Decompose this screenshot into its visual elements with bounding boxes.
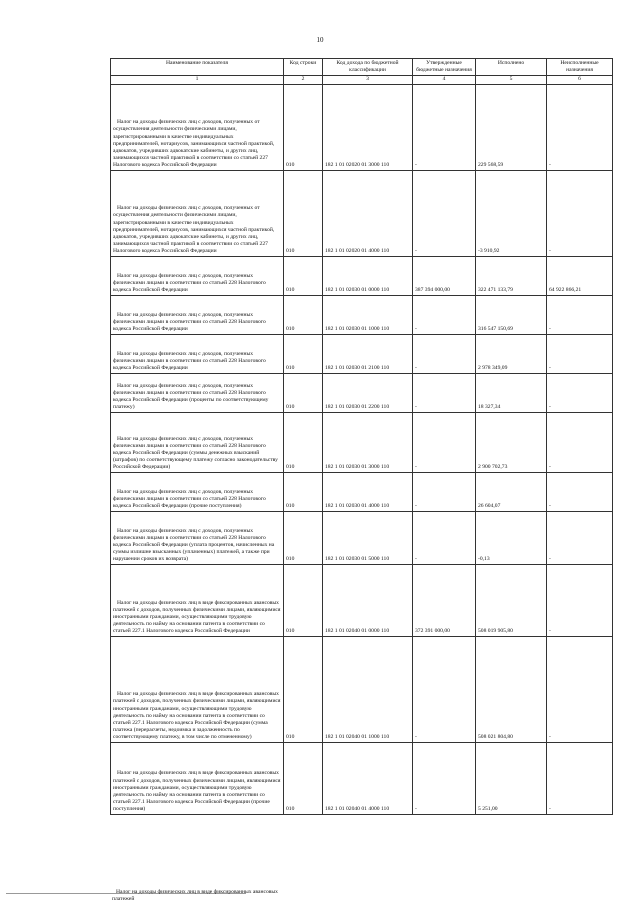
indicator-name-cell (111, 295, 284, 334)
approved-cell: - (413, 373, 476, 412)
table-header-row (111, 59, 613, 76)
executed-cell: -3 910,92 (476, 170, 547, 256)
budget-code-cell: 182 1 01 02030 01 2100 110 (323, 334, 413, 373)
indicator-name-text: Налог на доходы физических лиц в виде фиксированных авансовых платежей с доходов, полученных физическими лицами, являющимися иностранными гражданами, осуществляющими трудовую деятельность по найму на основании патента в соответствии со статьей 227.1 Налогового кодекса Российской Федерации (сумма платежа (перерасчеты, недоимка и задолженность по соответствующему платежу, в том числе по отмененному) (113, 691, 281, 741)
indicator-name-cell (111, 373, 284, 412)
indicator-name-text: Налог на доходы физических лиц с доходов, полученных физическими лицами в соответствии со статьей 228 Налогового кодекса Российской Федерации (уплата процентов, начисленных на суммы излишне взысканных (уплаченных) платежей, а также при нарушении сроков их возврата) (113, 527, 275, 563)
unexecuted-cell: 64 922 866,21 (547, 256, 613, 295)
budget-execution-table (110, 58, 613, 815)
unexecuted-cell: - (547, 84, 613, 170)
executed-cell: 322 471 133,79 (476, 256, 547, 295)
unexecuted-cell: - (547, 564, 613, 636)
header-unexecuted: Неисполненные назначения (547, 59, 613, 76)
budget-code-cell: 182 1 01 02030 01 5000 110 (323, 511, 413, 564)
indicator-name-text: Налог на доходы физических лиц с доходов, полученных физическими лицами в соответствии со статьей 228 Налогового кодекса Российской Федерации (113, 351, 266, 372)
unexecuted-cell: - (547, 742, 613, 814)
line-code-cell: 010 (284, 511, 323, 564)
approved-cell: - (413, 170, 476, 256)
approved-cell: - (413, 742, 476, 814)
unexecuted-cell: - (547, 511, 613, 564)
indicator-name-text: Налог на доходы физических лиц с доходов, полученных от осуществления деятельности физическими лицами, зарегистрированными в качестве индивидуальных предпринимателей, нотариусов, занимающихся частной практикой, адвокатов, учредивших адвокатские кабинеты, и других лиц, занимающихся частной практикой в соответствии со статьей 227 Налогового кодекса Российской Федерации (113, 119, 275, 169)
executed-cell: 26 604,07 (476, 472, 547, 511)
line-code-cell: 010 (284, 373, 323, 412)
budget-code-cell: 182 1 01 02040 01 4000 110 (323, 742, 413, 814)
column-numbers-row (111, 76, 613, 84)
table-row (111, 373, 613, 412)
table-row (111, 334, 613, 373)
indicator-name-cell (111, 256, 284, 295)
approved-cell: - (413, 84, 476, 170)
unexecuted-cell: - (547, 295, 613, 334)
column-number: 5 (476, 76, 547, 84)
continued-row-text: Налог на доходы физических лиц в виде фиксированных авансовых платежей (112, 889, 278, 902)
executed-cell: 2 900 702,73 (476, 412, 547, 472)
column-number: 6 (547, 76, 613, 84)
executed-cell: 2 978 349,09 (476, 334, 547, 373)
table-row (111, 170, 613, 256)
executed-cell: 229 568,59 (476, 84, 547, 170)
unexecuted-cell: - (547, 636, 613, 742)
column-number: 1 (111, 76, 284, 84)
indicator-name-text: Налог на доходы физических лиц с доходов, полученных физическими лицами в соответствии со статьей 228 Налогового кодекса Российской Федерации (проценты по соответствующему платежу) (113, 382, 269, 411)
budget-code-cell: 182 1 01 02030 01 3000 110 (323, 412, 413, 472)
executed-cell: 508 019 905,80 (476, 564, 547, 636)
indicator-name-cell (111, 334, 284, 373)
budget-code-cell: 182 1 01 02030 01 0000 110 (323, 256, 413, 295)
indicator-name-cell (111, 564, 284, 636)
table-row (111, 636, 613, 742)
line-code-cell: 010 (284, 636, 323, 742)
approved-cell: - (413, 636, 476, 742)
budget-code-cell: 182 1 01 02030 01 4000 110 (323, 472, 413, 511)
budget-code-cell: 182 1 01 02030 01 1000 110 (323, 295, 413, 334)
approved-cell: - (413, 295, 476, 334)
table-row (111, 511, 613, 564)
page-number: 10 (316, 36, 324, 44)
line-code-cell: 010 (284, 334, 323, 373)
table-row (111, 742, 613, 814)
unexecuted-cell: - (547, 170, 613, 256)
line-code-cell: 010 (284, 564, 323, 636)
executed-cell: 5 251,00 (476, 742, 547, 814)
indicator-name-cell (111, 742, 284, 814)
indicator-name-text: Налог на доходы физических лиц в виде фиксированных авансовых платежей с доходов, полученных физическими лицами, являющимися иностранными гражданами, осуществляющими трудовую деятельность по найму на основании патента в соответствии со статьей 227.1 Налогового кодекса Российской Федерации (прочие поступления) (113, 770, 281, 813)
line-code-cell: 010 (284, 295, 323, 334)
header-executed: Исполнено (476, 59, 547, 76)
executed-cell: -0,13 (476, 511, 547, 564)
line-code-cell: 010 (284, 742, 323, 814)
approved-cell: - (413, 334, 476, 373)
approved-cell: 372 391 000,00 (413, 564, 476, 636)
column-number: 3 (323, 76, 413, 84)
indicator-name-cell (111, 412, 284, 472)
approved-cell: - (413, 472, 476, 511)
line-code-cell: 010 (284, 256, 323, 295)
column-number: 4 (413, 76, 476, 84)
indicator-name-text: Налог на доходы физических лиц с доходов, полученных физическими лицами в соответствии со статьей 228 Налогового кодекса Российской Федерации (113, 273, 266, 294)
indicator-name-cell (111, 472, 284, 511)
budget-code-cell: 182 1 01 02040 01 1000 110 (323, 636, 413, 742)
table-row (111, 564, 613, 636)
header-approved: Утвержденные бюджетные назначения (413, 59, 476, 76)
unexecuted-cell: - (547, 472, 613, 511)
approved-cell: - (413, 412, 476, 472)
header-budget-code: Код дохода по бюджетной классификации (323, 59, 413, 76)
indicator-name-text: Налог на доходы физических лиц в виде фиксированных авансовых платежей с доходов, полученных физическими лицами, являющимися иностранными гражданами, осуществляющими трудовую деятельность по найму на основании патента в соответствии со статьей 227.1 Налогового кодекса Российской Федерации (113, 599, 281, 635)
header-line-code: Код строки (284, 59, 323, 76)
unexecuted-cell: - (547, 412, 613, 472)
indicator-name-cell (111, 511, 284, 564)
executed-cell: 316 547 150,69 (476, 295, 547, 334)
line-code-cell: 010 (284, 412, 323, 472)
line-code-cell: 010 (284, 170, 323, 256)
table-row (111, 472, 613, 511)
budget-code-cell: 182 1 01 02040 01 0000 110 (323, 564, 413, 636)
indicator-name-cell (111, 84, 284, 170)
indicator-name-text: Налог на доходы физических лиц с доходов, полученных физическими лицами в соответствии со статьей 228 Налогового кодекса Российской Федерации (113, 312, 266, 333)
unexecuted-cell: - (547, 373, 613, 412)
table-row (111, 295, 613, 334)
indicator-name-text: Налог на доходы физических лиц с доходов, полученных физическими лицами в соответствии со статьей 228 Налогового кодекса Российской Федерации (суммы денежных взысканий (штрафов) по соответствующему платежу согласно законодательству Российской Федерации) (113, 435, 278, 471)
table-row (111, 412, 613, 472)
line-code-cell: 010 (284, 84, 323, 170)
budget-code-cell: 182 1 01 02020 01 4000 110 (323, 170, 413, 256)
indicator-name-text: Налог на доходы физических лиц с доходов, полученных физическими лицами в соответствии со статьей 228 Налогового кодекса Российской Федерации (прочие поступления) (113, 489, 266, 510)
unexecuted-cell: - (547, 334, 613, 373)
header-indicator-name: Наименование показателя (111, 59, 284, 76)
approved-cell: - (413, 511, 476, 564)
indicator-name-cell (111, 636, 284, 742)
indicator-name-cell (111, 170, 284, 256)
executed-cell: 18 327,34 (476, 373, 547, 412)
line-code-cell: 010 (284, 472, 323, 511)
budget-code-cell: 182 1 01 02030 01 2200 110 (323, 373, 413, 412)
column-number: 2 (284, 76, 323, 84)
executed-cell: 508 021 804,80 (476, 636, 547, 742)
approved-cell: 387 394 000,00 (413, 256, 476, 295)
table-row (111, 84, 613, 170)
budget-code-cell: 182 1 01 02020 01 3000 110 (323, 84, 413, 170)
table-row (111, 256, 613, 295)
indicator-name-text: Налог на доходы физических лиц с доходов, полученных от осуществления деятельности физическими лицами, зарегистрированными в качестве индивидуальных предпринимателей, нотариусов, занимающихся частной практикой, адвокатов, учредивших адвокатские кабинеты, и других лиц, занимающихся частной практикой в соответствии со статьей 227 Налогового кодекса Российской Федерации (113, 205, 275, 255)
